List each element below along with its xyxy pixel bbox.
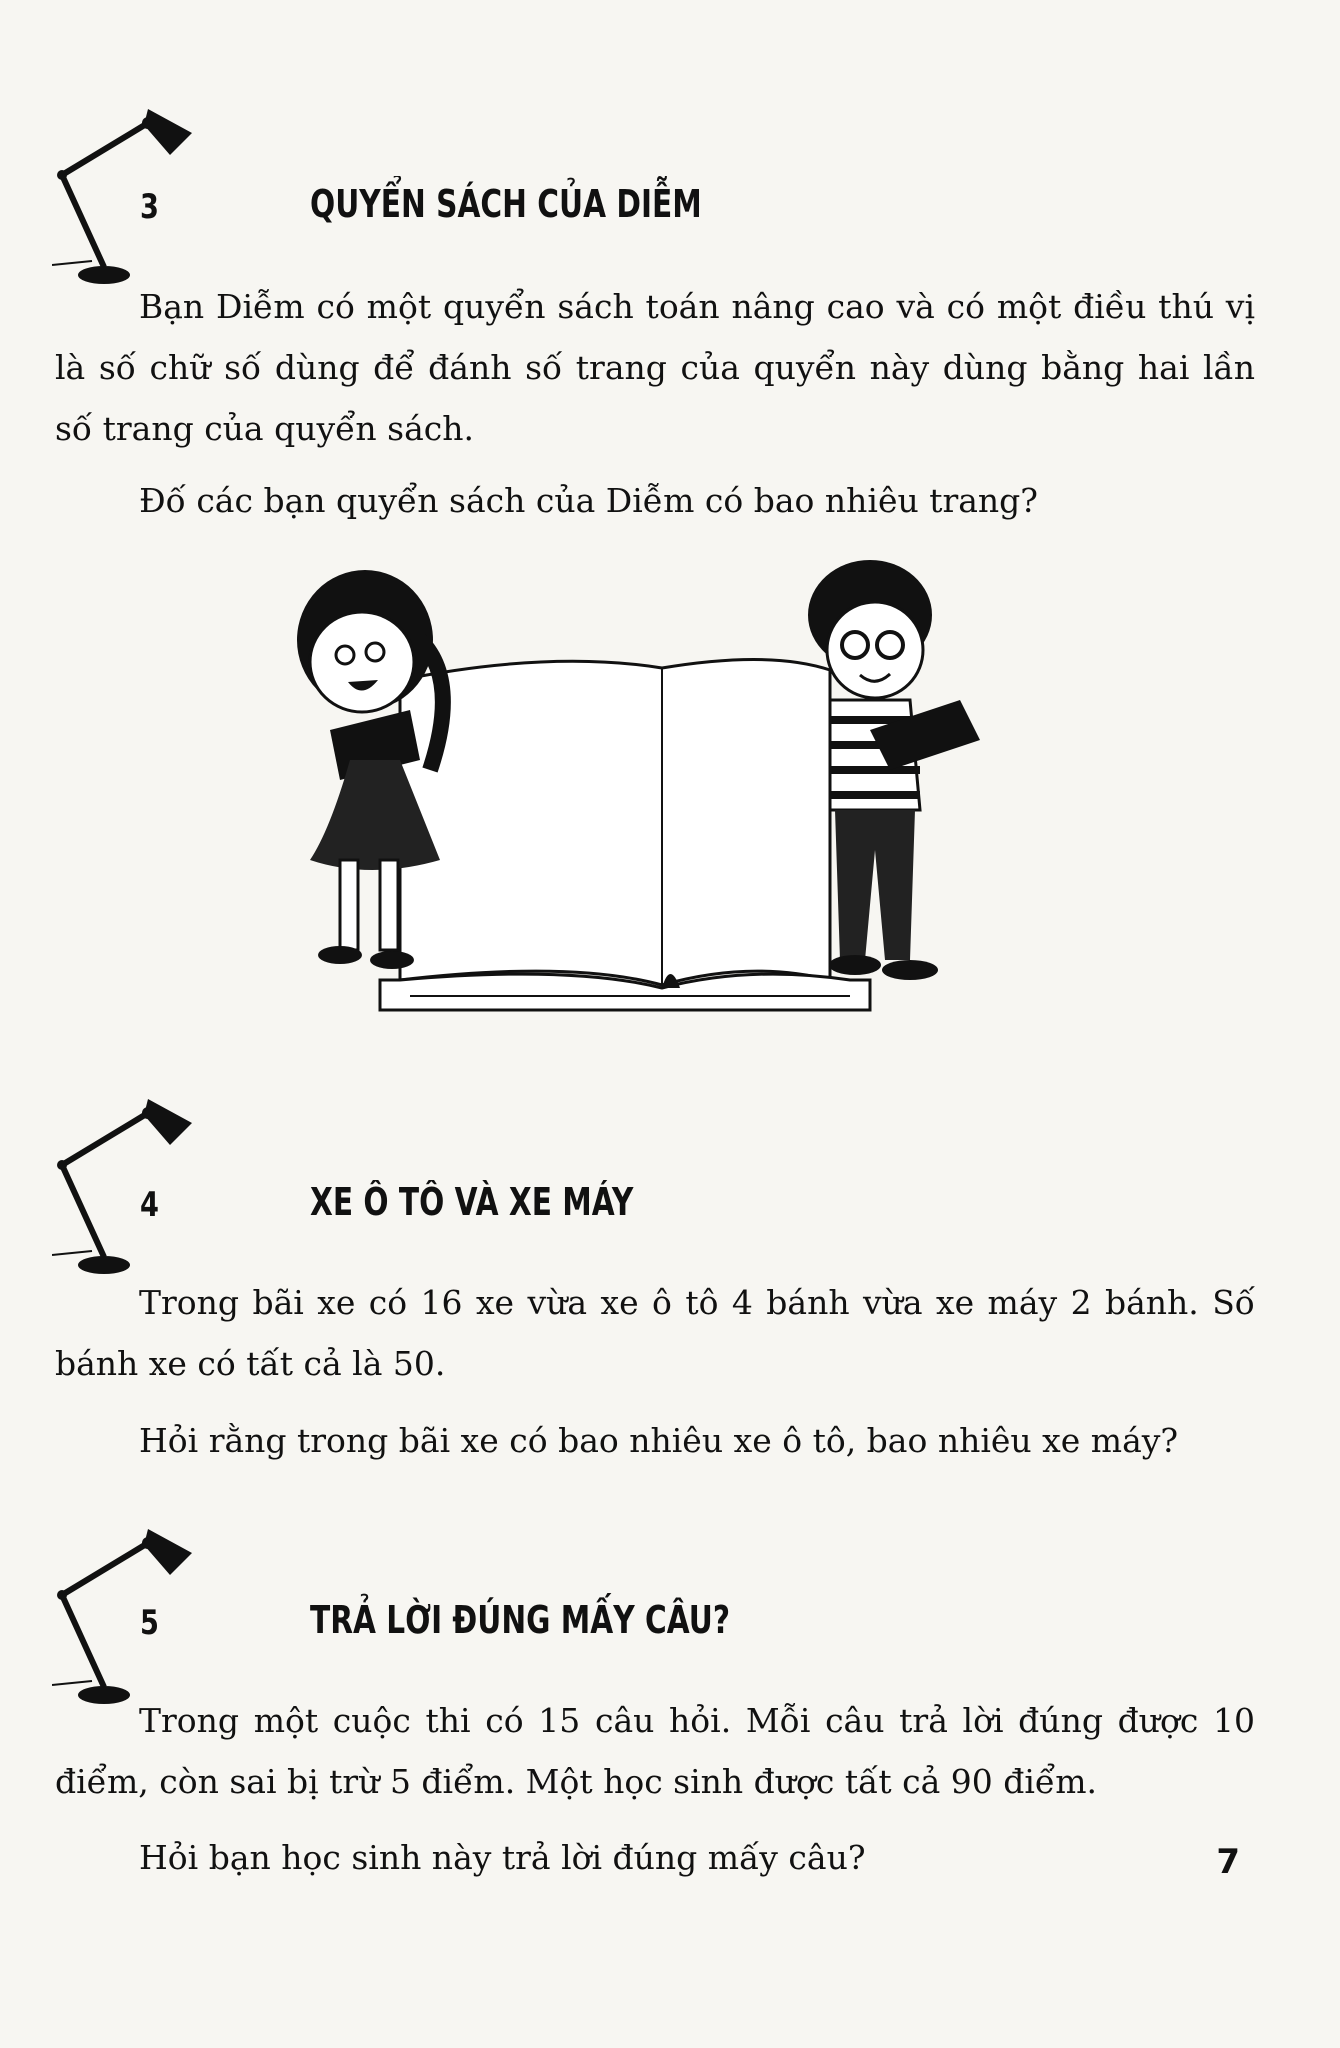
problem-5-paragraph-1: Trong một cuộc thi có 15 câu hỏi. Mỗi câu trả lời đúng được 10 điểm, còn sai bị trừ 5 điểm. Một học sinh được tất cả 90 điểm.: [55, 1701, 1255, 1801]
problem-4-paragraph-2: Hỏi rằng trong bãi xe có bao nhiêu xe ô tô, bao nhiêu xe máy?: [139, 1421, 1179, 1460]
problem-4-title: XE Ô TÔ VÀ XE MÁY: [310, 1180, 634, 1224]
problem-3-paragraph-2: Đố các bạn quyển sách của Diễm có bao nhiêu trang?: [139, 481, 1038, 520]
problem-5-paragraph-2: Hỏi bạn học sinh này trả lời đúng mấy câu?: [139, 1838, 866, 1877]
page-number: 7: [1216, 1842, 1240, 1882]
desk-lamp-icon: [52, 1515, 202, 1710]
desk-lamp-icon: [52, 1085, 202, 1280]
problem-3-paragraph-1: Bạn Diễm có một quyển sách toán nâng cao và có một điều thú vị là số chữ số dùng để đánh số trang của quyển này dùng bằng hai lần số trang của quyển sách.: [55, 287, 1255, 448]
desk-lamp-icon: [52, 95, 202, 290]
problem-5-number: 5: [140, 1603, 159, 1643]
problem-4-number: 4: [140, 1185, 159, 1225]
problem-3-title: QUYỂN SÁCH CỦA DIỄM: [310, 182, 702, 226]
problem-3-number: 3: [140, 187, 159, 227]
children-reading-book-illustration: [270, 560, 1030, 1040]
problem-5-title: TRẢ LỜI ĐÚNG MẤY CÂU?: [310, 1598, 731, 1642]
problem-4-paragraph-1: Trong bãi xe có 16 xe vừa xe ô tô 4 bánh vừa xe máy 2 bánh. Số bánh xe có tất cả là 50.: [55, 1283, 1255, 1383]
